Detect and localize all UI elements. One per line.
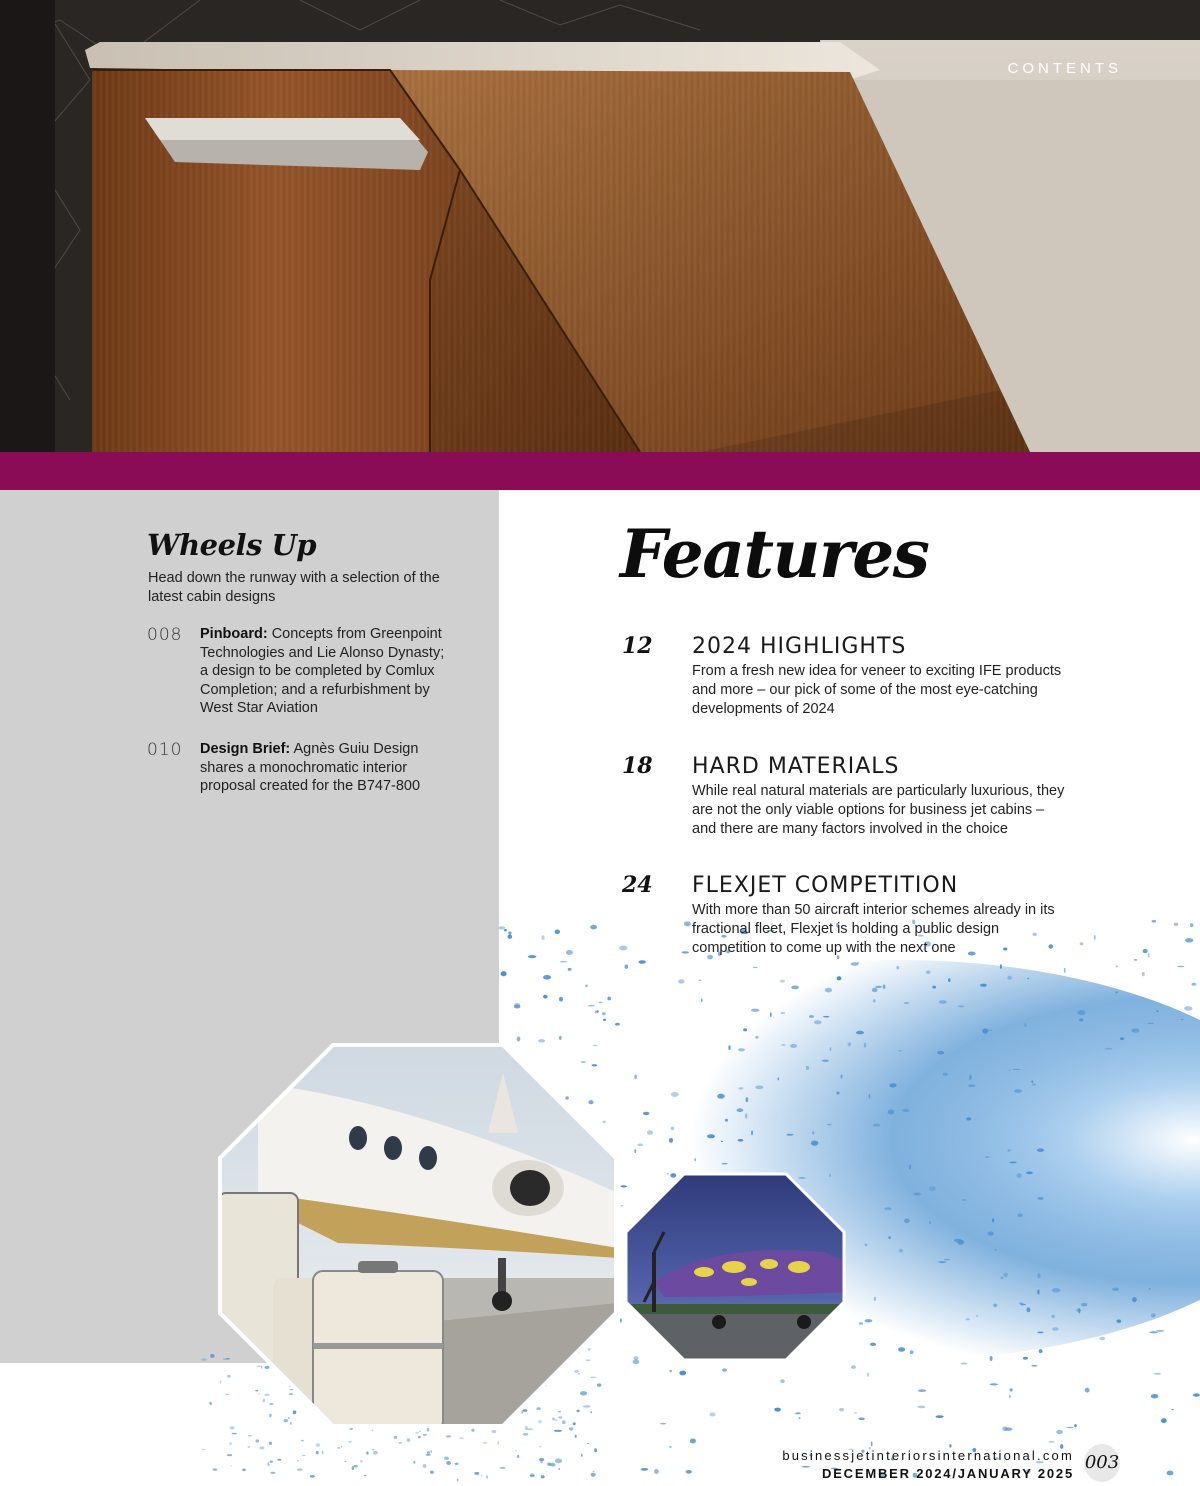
feature-heading: 2024 HIGHLIGHTS [692,634,907,659]
feature-heading: HARD MATERIALS [692,754,900,779]
page-number: 008 [147,625,183,645]
features-title: Features [620,515,929,593]
page-number: 12 [622,633,653,659]
item-label: Pinboard: [200,626,268,642]
feature-heading: FLEXJET COMPETITION [692,873,959,898]
hero-cabinet-photo [0,0,1200,452]
wheels-up-subtitle: Head down the runway with a selection of the latest cabin designs [148,570,440,605]
page-number-badge: 003 [1084,1444,1120,1482]
feature-description: From a fresh new idea for veneer to exciting IFE products and more – our pick of some of the most eye-catching developments of 2024 [692,663,1062,717]
feature-description: With more than 50 aircraft interior schemes already in its fractional fleet, Flexjet is holding a public design competition to come up with the next one [692,902,1055,956]
page-number: 18 [622,753,653,779]
wheels-up-title: Wheels Up [147,528,317,562]
website-url: businessjetinteriorsinternational.com [782,1448,1074,1463]
issue-date: DECEMBER 2024/JANUARY 2025 [822,1466,1074,1481]
item-label: Design Brief: [200,741,291,757]
item-description [200,740,450,796]
item-text: Concepts from Greenpoint Technologies and Lie Alonso Dynasty; a design to be completed by Comlux Completion; and a refurbishment by West Star Aviation [200,626,445,716]
section-label: CONTENTS [1007,60,1122,77]
jet-luggage-photo [218,1043,618,1428]
page-number: 24 [622,872,653,898]
item-text: Agnès Guiu Design shares a monochromatic interior proposal created for the B747-800 [200,741,421,794]
page-number: 010 [147,740,183,760]
accent-bar [0,452,1200,490]
feature-description: While real natural materials are particularly luxurious, they are not the only viable options for business jet cabins – and there are many factors involved in the choice [692,783,1065,837]
painted-aircraft-photo [624,1172,846,1362]
item-description [200,625,450,718]
